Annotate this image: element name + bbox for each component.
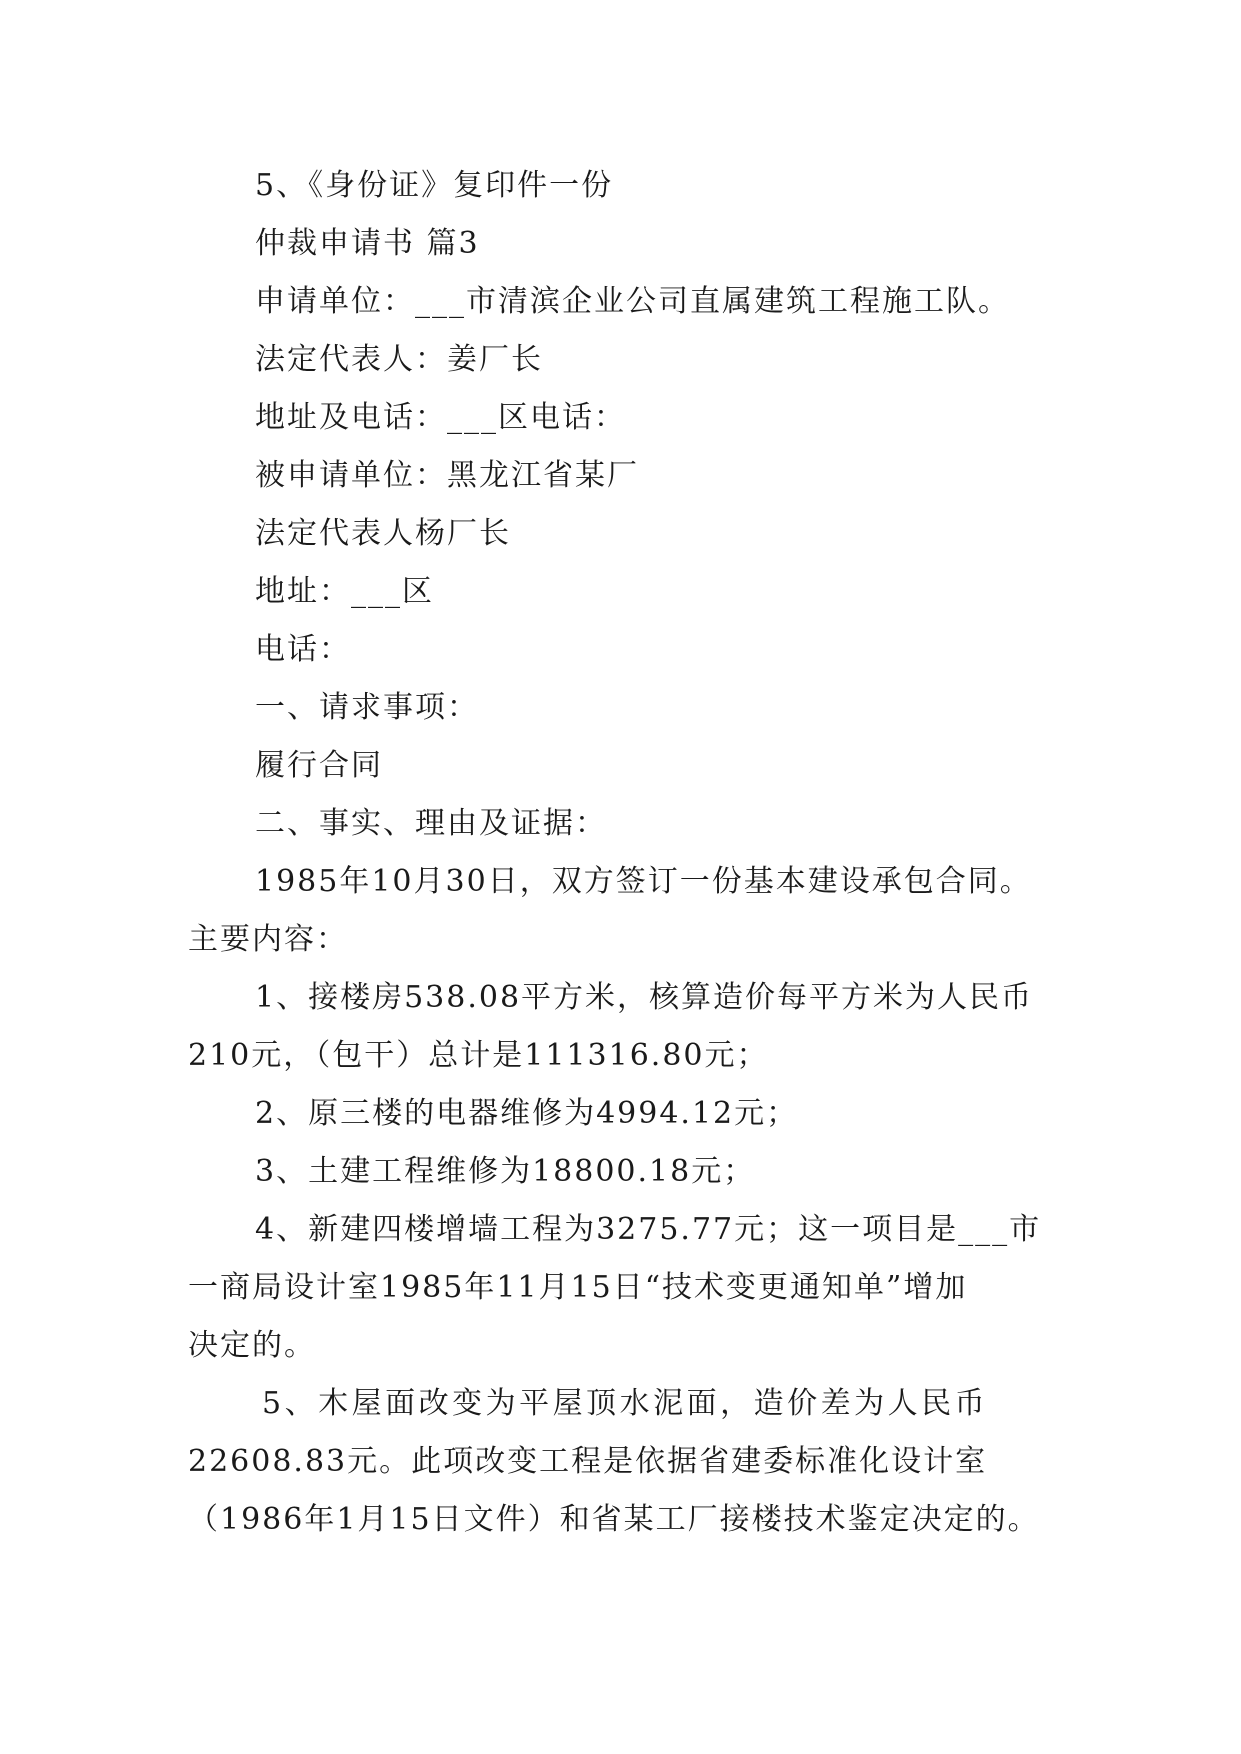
- content-item-1: 1、接楼房538.08平方米，核算造价每平方米为人民币: [255, 980, 1034, 1015]
- heading-facts: 二、事实、理由及证据：: [255, 806, 607, 841]
- applicant-representative-line: 法定代表人：姜厂长: [255, 342, 543, 377]
- body-paragraph-line: 1985年10月30日，双方签订一份基本建设承包合同。: [255, 864, 1032, 899]
- content-item-2: 2、原三楼的电器维修为4994.12元；: [255, 1096, 799, 1131]
- respondent-line: 被申请单位：黑龙江省某厂: [255, 458, 639, 493]
- claim-text: 履行合同: [255, 748, 383, 783]
- content-item-4-cont: 决定的。: [188, 1328, 316, 1363]
- respondent-phone-line: 电话：: [255, 632, 351, 667]
- applicant-address-line: 地址及电话：___区电话：: [255, 400, 626, 435]
- section-title: 仲裁申请书 篇3: [255, 226, 480, 261]
- content-item-3: 3、土建工程维修为18800.18元；: [255, 1154, 756, 1189]
- content-item-5-cont: （1986年1月15日文件）和省某工厂接楼技术鉴定决定的。: [188, 1502, 1040, 1537]
- content-item-4: 4、新建四楼增墙工程为3275.77元；这一项目是___市: [255, 1212, 1042, 1247]
- respondent-representative-line: 法定代表人杨厂长: [255, 516, 511, 551]
- attachment-item-5: 5、《身份证》复印件一份: [255, 168, 614, 203]
- content-item-5-cont: 22608.83元。此项改变工程是依据省建委标准化设计室: [188, 1444, 988, 1479]
- content-item-1-cont: 210元，（包干）总计是111316.80元；: [188, 1038, 769, 1073]
- respondent-address-line: 地址：___区: [255, 574, 434, 609]
- content-item-4-cont: 一商局设计室1985年11月15日“技术变更通知单”增加: [188, 1270, 968, 1305]
- heading-claims: 一、请求事项：: [255, 690, 479, 725]
- applicant-line: 申请单位：___市清滨企业公司直属建筑工程施工队。: [255, 284, 1010, 319]
- content-item-5: 5、木屋面改变为平屋顶水泥面，造价差为人民币: [262, 1386, 989, 1421]
- body-paragraph-line: 主要内容：: [188, 922, 348, 957]
